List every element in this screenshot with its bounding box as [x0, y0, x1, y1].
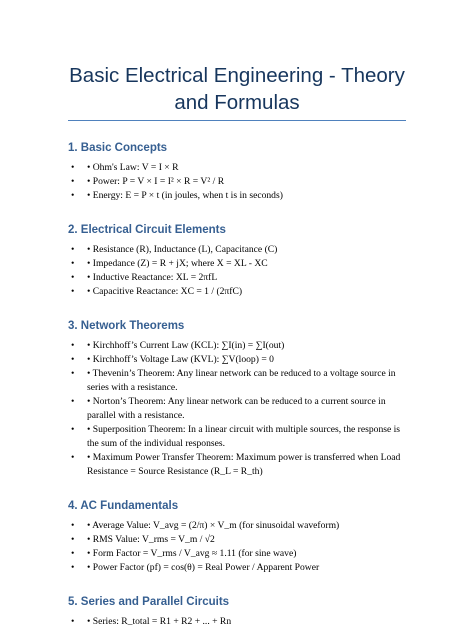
- list-item-text: • Maximum Power Transfer Theorem: Maximum power is transferred when Load Resistance = Source Resistance (R_L = R_th): [87, 452, 401, 477]
- section-series-parallel: [68, 595, 406, 629]
- list-item-text: • Norton’s Theorem: Any linear network can be reduced to a current source in parallel with a resistance.: [87, 396, 386, 421]
- list-item-text: • Energy: E = P × t (in joules, when t is in seconds): [87, 190, 283, 201]
- bullet-icon: •: [71, 548, 75, 559]
- list-item-text: • Kirchhoff’s Voltage Law (KVL): ∑V(loop) = 0: [87, 354, 274, 365]
- list-item: [68, 189, 406, 203]
- list-item: [68, 423, 406, 451]
- list-item-text: • RMS Value: V_rms = V_m / √2: [87, 534, 215, 545]
- section-network-theorems: [68, 319, 406, 479]
- bullet-list: [68, 243, 406, 299]
- bullet-icon: •: [71, 396, 75, 407]
- list-item: [68, 339, 406, 353]
- bullet-list: [68, 161, 406, 203]
- list-item: [68, 257, 406, 271]
- section-circuit-elements: [68, 223, 406, 299]
- bullet-icon: •: [71, 340, 75, 351]
- bullet-icon: •: [71, 244, 75, 255]
- bullet-icon: •: [71, 286, 75, 297]
- bullet-list: [68, 339, 406, 479]
- bullet-list: [68, 519, 406, 575]
- bullet-icon: •: [71, 534, 75, 545]
- list-item-text: • Series: R_total = R1 + R2 + ... + Rn: [87, 616, 232, 627]
- list-item-text: • Kirchhoff’s Current Law (KCL): ∑I(in) = ∑I(out): [87, 340, 285, 351]
- list-item-text: • Form Factor = V_rms / V_avg ≈ 1.11 (for sine wave): [87, 548, 297, 559]
- section-heading: 3. Network Theorems: [68, 320, 185, 332]
- list-item: [68, 175, 406, 189]
- list-item: [68, 547, 406, 561]
- list-item: [68, 395, 406, 423]
- list-item: [68, 367, 406, 395]
- list-item: [68, 519, 406, 533]
- bullet-icon: •: [71, 162, 75, 173]
- list-item: [68, 353, 406, 367]
- list-item: [68, 451, 406, 479]
- list-item-text: • Superposition Theorem: In a linear circuit with multiple sources, the response is the sum of the individual responses.: [87, 424, 401, 449]
- list-item-text: • Inductive Reactance: XL = 2πfL: [87, 272, 218, 283]
- list-item: [68, 533, 406, 547]
- list-item: [68, 161, 406, 175]
- list-item: [68, 561, 406, 575]
- list-item-text: • Impedance (Z) = R + jX; where X = XL - XC: [87, 258, 268, 269]
- section-heading: 1. Basic Concepts: [68, 142, 168, 154]
- section-heading: 2. Electrical Circuit Elements: [68, 224, 226, 236]
- bullet-icon: •: [71, 368, 75, 379]
- list-item-text: • Power: P = V × I = I² × R = V² / R: [87, 176, 225, 187]
- list-item-text: • Resistance (R), Inductance (L), Capacitance (C): [87, 244, 278, 255]
- section-ac-fundamentals: [68, 499, 406, 575]
- bullet-icon: •: [71, 258, 75, 269]
- section-heading: 5. Series and Parallel Circuits: [68, 596, 230, 608]
- bullet-list: [68, 615, 406, 629]
- bullet-icon: •: [71, 176, 75, 187]
- list-item-text: • Ohm's Law: V = I × R: [87, 162, 179, 173]
- list-item-text: • Thevenin’s Theorem: Any linear network can be reduced to a voltage source in series with a resistance.: [87, 368, 396, 393]
- section-heading: 4. AC Fundamentals: [68, 500, 179, 512]
- bullet-icon: •: [71, 354, 75, 365]
- bullet-icon: •: [71, 616, 75, 627]
- bullet-icon: •: [71, 424, 75, 435]
- document-title: Basic Electrical Engineering - Theory and Formulas: [69, 64, 405, 114]
- list-item: [68, 243, 406, 257]
- list-item: [68, 615, 406, 629]
- list-item-text: • Average Value: V_avg = (2/π) × V_m (for sinusoidal waveform): [87, 520, 340, 531]
- title-underline: [68, 120, 406, 121]
- list-item-text: • Capacitive Reactance: XC = 1 / (2πfC): [87, 286, 243, 297]
- bullet-icon: •: [71, 272, 75, 283]
- list-item-text: • Power Factor (pf) = cos(θ) = Real Power / Apparent Power: [87, 562, 320, 573]
- bullet-icon: •: [71, 452, 75, 463]
- section-basic-concepts: [68, 141, 406, 203]
- bullet-icon: •: [71, 190, 75, 201]
- bullet-icon: •: [71, 562, 75, 573]
- bullet-icon: •: [71, 520, 75, 531]
- list-item: [68, 271, 406, 285]
- list-item: [68, 285, 406, 299]
